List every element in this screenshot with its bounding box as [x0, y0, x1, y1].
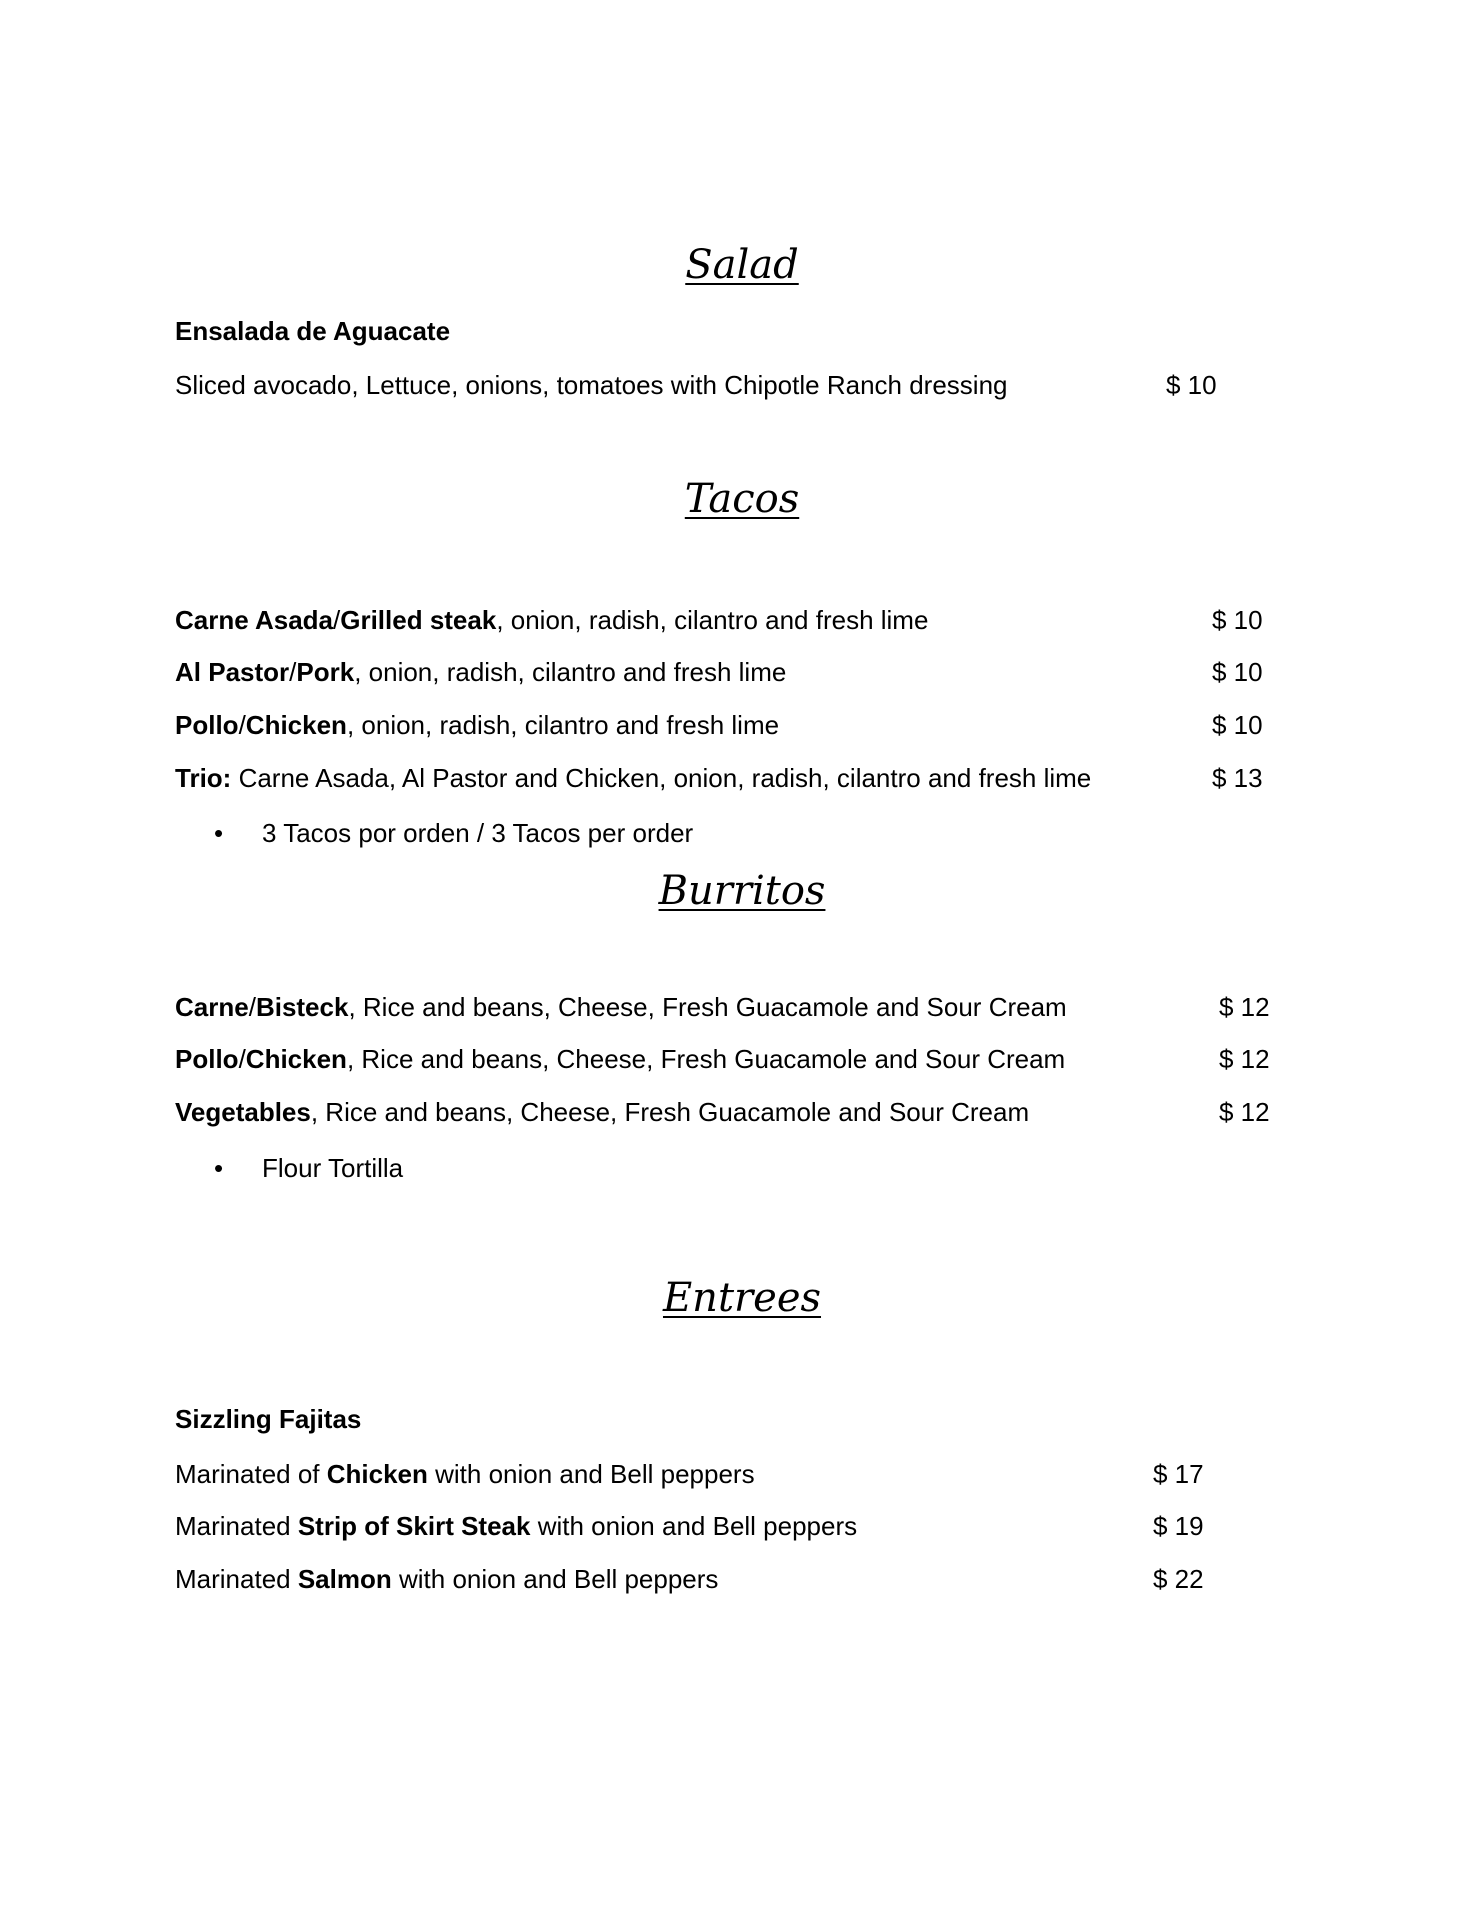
burrito-item-name: Carne: [175, 992, 249, 1022]
taco-item-al-pastor: Al Pastor/Pork, onion, radish, cilantro and fresh lime: [175, 657, 787, 687]
taco-item-price: $ 13: [1212, 763, 1263, 793]
entrees-heading: Entrees: [662, 1275, 822, 1321]
burrito-item-price: $ 12: [1219, 1044, 1270, 1074]
burrito-item-pollo: Pollo/Chicken, Rice and beans, Cheese, Fresh Guacamole and Sour Cream: [175, 1044, 1066, 1074]
entree-item-name: Salmon: [297, 1564, 392, 1594]
entree-item-price: $ 22: [1153, 1564, 1204, 1594]
burrito-item-carne: Carne/Bisteck, Rice and beans, Cheese, Fresh Guacamole and Sour Cream: [175, 992, 1067, 1022]
entree-item-name: Strip of Skirt Steak: [297, 1511, 531, 1541]
burrito-item-name-en: Bisteck: [255, 992, 349, 1022]
taco-item-carne-asada: Carne Asada/Grilled steak, onion, radish, cilantro and fresh lime: [175, 605, 929, 635]
burrito-item-name: Pollo: [175, 1044, 239, 1074]
taco-item-name-en: Grilled steak: [340, 605, 497, 635]
taco-item-name-en: Pork: [296, 657, 355, 687]
burrito-item-description: , Rice and beans, Cheese, Fresh Guacamole and Sour Cream: [310, 1097, 1030, 1127]
burrito-item-description: , Rice and beans, Cheese, Fresh Guacamole and Sour Cream: [346, 1044, 1066, 1074]
burrito-item-name: Vegetables: [175, 1097, 311, 1127]
taco-item-name: Pollo: [175, 710, 239, 740]
burrito-item-price: $ 12: [1219, 1097, 1270, 1127]
taco-item-name: Carne Asada: [175, 605, 333, 635]
salad-heading: Salad: [685, 242, 799, 288]
salad-item-description: Sliced avocado, Lettuce, onions, tomatoes with Chipotle Ranch dressing: [175, 370, 1008, 400]
entree-item-price: $ 19: [1153, 1511, 1204, 1541]
burritos-heading: Burritos: [658, 868, 826, 914]
entree-item-chicken: Marinated of Chicken with onion and Bell peppers: [175, 1459, 755, 1489]
taco-item-price: $ 10: [1212, 710, 1263, 740]
burrito-item-vegetables: [175, 1095, 1029, 1129]
taco-item-pollo: Pollo/Chicken, onion, radish, cilantro and fresh lime: [175, 710, 780, 740]
taco-item-description: , onion, radish, cilantro and fresh lime: [354, 657, 787, 687]
taco-item-description: , onion, radish, cilantro and fresh lime: [496, 605, 929, 635]
bullet-icon: •: [214, 818, 224, 848]
taco-item-name: Trio:: [175, 763, 232, 793]
taco-item-description: Carne Asada, Al Pastor and Chicken, onion, radish, cilantro and fresh lime: [231, 763, 1092, 793]
burrito-item-name-en: Chicken: [245, 1044, 347, 1074]
taco-item-name-en: Chicken: [245, 710, 347, 740]
burrito-item-description: , Rice and beans, Cheese, Fresh Guacamole and Sour Cream: [348, 992, 1067, 1022]
taco-item-price: $ 10: [1212, 657, 1263, 687]
salad-item-price: $ 10: [1166, 370, 1217, 400]
taco-item-trio: [175, 761, 1091, 795]
entree-item-price: $ 17: [1153, 1459, 1204, 1489]
bullet-icon: •: [214, 1153, 224, 1183]
taco-item-description: , onion, radish, cilantro and fresh lime: [346, 710, 780, 740]
taco-item-name: Al Pastor: [175, 657, 290, 687]
salad-item-name: Ensalada de Aguacate: [175, 316, 451, 346]
burrito-item-price: $ 12: [1219, 992, 1270, 1022]
tacos-heading: Tacos: [684, 476, 800, 522]
entree-item-skirt-steak: Marinated Strip of Skirt Steak with onion and Bell peppers: [175, 1511, 858, 1541]
burritos-note: Flour Tortilla: [262, 1153, 404, 1183]
tacos-note: 3 Tacos por orden / 3 Tacos per order: [262, 818, 694, 848]
entree-item-name: Chicken: [326, 1459, 428, 1489]
taco-item-price: $ 10: [1212, 605, 1263, 635]
entrees-subhead: Sizzling Fajitas: [175, 1404, 362, 1434]
entree-item-salmon: Marinated Salmon with onion and Bell peppers: [175, 1564, 719, 1594]
